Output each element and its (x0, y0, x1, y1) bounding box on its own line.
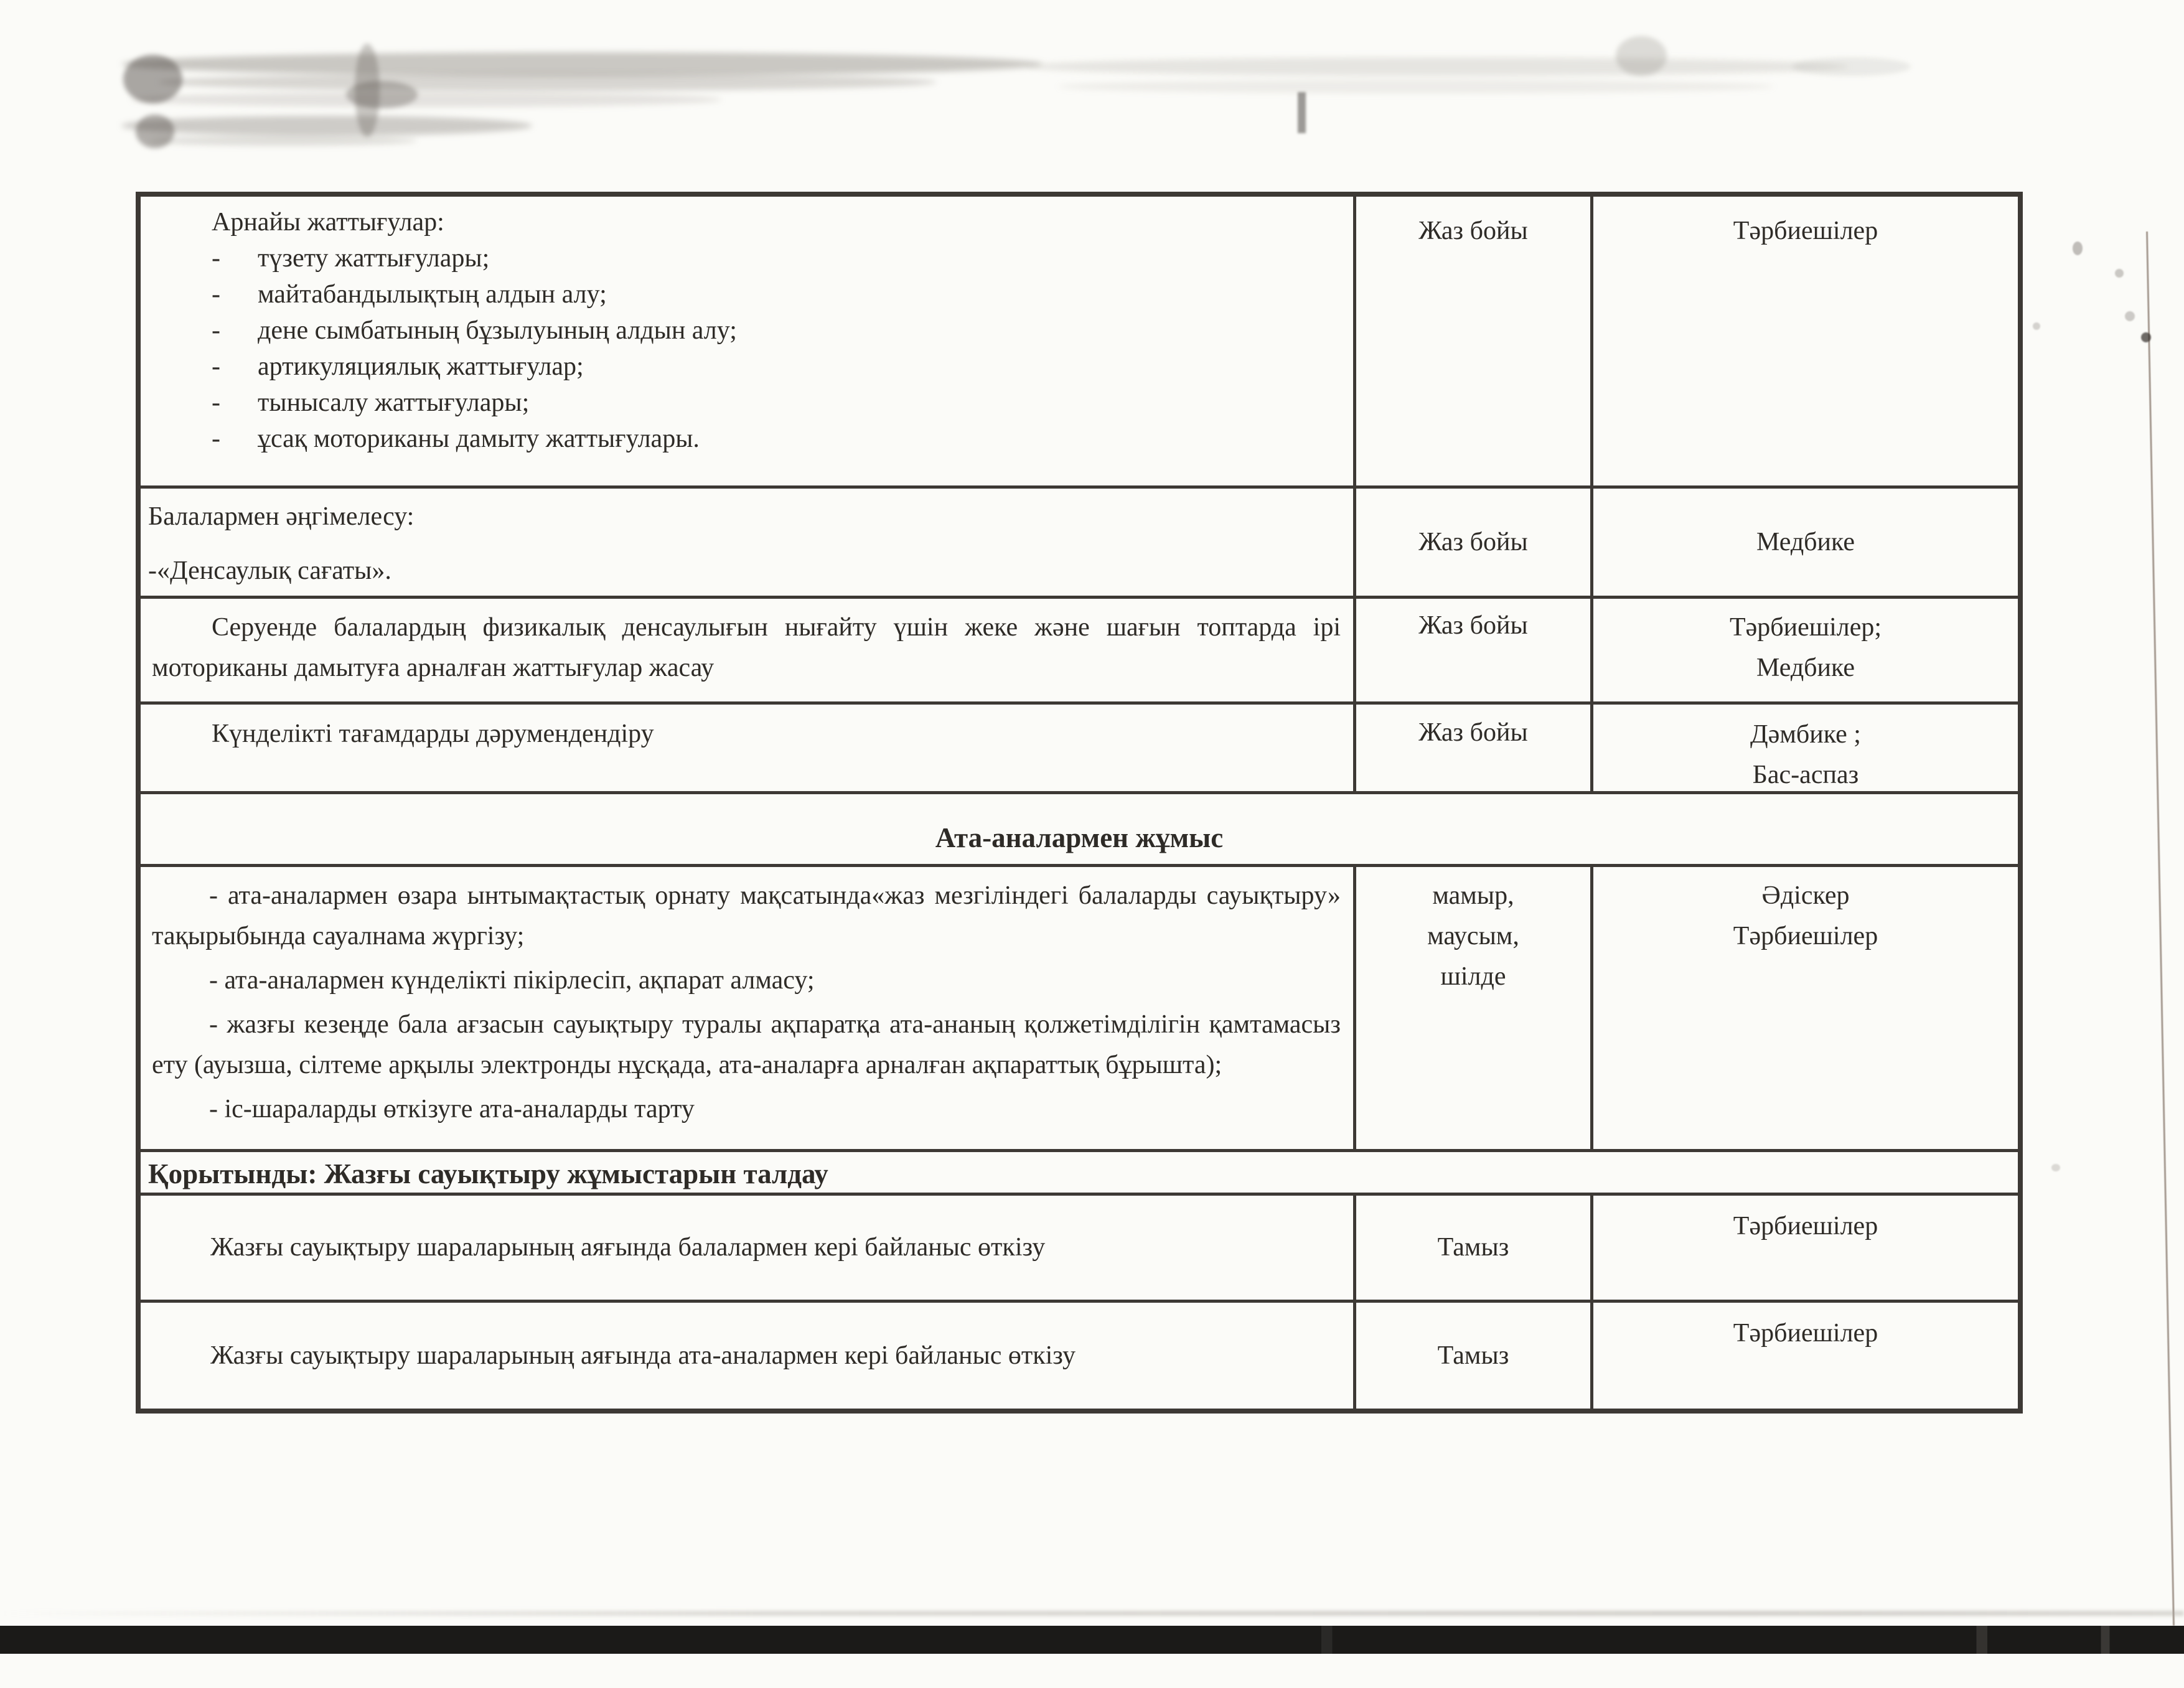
period-text: Жаз бойы (1418, 718, 1528, 747)
activity-text: Жазғы сауықтыру шараларының аяғында балалармен кері байланыс өткізу (210, 1233, 1046, 1262)
cell-responsible (1593, 599, 2018, 701)
period-line: мамыр, (1432, 881, 1514, 910)
period-line: маусым, (1427, 922, 1519, 951)
period-text (1427, 876, 1519, 997)
scan-smudge-streak (149, 136, 417, 146)
scan-smudge-streak (159, 73, 937, 91)
responsible-line: Дәмбике ; (1750, 720, 1861, 749)
cell-period (1356, 705, 1593, 791)
scan-smudge-blob (1793, 57, 1911, 76)
scan-smudge-blob (355, 44, 380, 137)
scan-speck (2033, 322, 2040, 330)
conclusion-header (141, 1152, 2018, 1196)
cell-activity (141, 1196, 1356, 1300)
period-text: Тамыз (1437, 1233, 1509, 1262)
list-item-text: артикуляциялық жаттығулар; (258, 352, 584, 381)
list-item-text: түзету жаттығулары; (258, 244, 490, 273)
responsible-text: Тәрбиешілер (1733, 1212, 1878, 1240)
bullet-dash: - (212, 388, 220, 417)
list-item-text: ұсақ моториканы дамыту жаттығулары. (258, 424, 700, 453)
table-row-special-exercises (141, 197, 2018, 489)
cell-responsible (1593, 1303, 2018, 1409)
activity-paragraph: - жазғы кезеңде бала ағзасын сауықтыру туралы ақпаратқа ата-ананың қолжетімділігін қамтамасыз ету (ауызша, сілтеме арқылы электронды нұсқада, ата-аналарға арналған ақпараттық бұрышта); (152, 1010, 1341, 1080)
responsible-text (1750, 715, 1861, 795)
responsible-text (1730, 607, 1882, 688)
activity-line: -«Денсаулық сағаты». (148, 556, 391, 585)
list-item (212, 349, 1341, 385)
period-text: Тамыз (1437, 1341, 1509, 1370)
bullet-dash: - (212, 280, 220, 309)
responsible-line: Әдіскер (1761, 881, 1850, 910)
scanner-black-band (0, 1626, 2184, 1654)
scan-speck (2073, 241, 2083, 255)
cell-activity: Серуенде балалардың физикалық денсаулығын нығайту үшін жеке және шағын топтарда ірі моториканы дамытуға арналған жаттығулар жасау (141, 599, 1356, 701)
cell-responsible (1593, 197, 2018, 485)
scan-smudge-blob (1616, 36, 1667, 76)
list-item-text: тынысалу жаттығулары; (258, 388, 530, 417)
list-item-text: дене сымбатының бұзылуының алдын алу; (258, 316, 737, 345)
responsible-text: Тәрбиешілер (1733, 217, 1878, 245)
responsible-text: Тәрбиешілер (1733, 1319, 1878, 1348)
cell-period (1356, 1303, 1593, 1409)
section-header-text: Ата-аналармен жұмыс (935, 822, 1224, 853)
activity-paragraph: - ата-аналармен күнделікті пікірлесіп, ақпарат алмасу; (209, 966, 815, 995)
table-row-talks (141, 489, 2018, 599)
scan-speck (2051, 1164, 2060, 1171)
activity-line: Балалармен әңгімелесу: (148, 502, 415, 531)
page-edge-line (2146, 232, 2175, 1626)
list-item (212, 240, 1341, 276)
cell-period (1356, 867, 1593, 1149)
cell-period (1356, 1196, 1593, 1300)
list-item (212, 276, 1341, 312)
list-item-text: майтабандылықтың алдын алу; (258, 280, 607, 309)
cell-activity (141, 489, 1356, 596)
cell-activity (141, 1303, 1356, 1409)
responsible-line: Тәрбиешілер (1733, 922, 1878, 951)
conclusion-header-text: Қорытынды: Жазғы сауықтыру жұмыстарын талдау (148, 1158, 828, 1189)
responsible-line: Тәрбиешілер; (1729, 613, 1882, 642)
list-item (212, 421, 1341, 457)
scan-speck (2115, 269, 2124, 278)
cell-activity (141, 867, 1356, 1149)
period-text: Жаз бойы (1418, 217, 1528, 245)
scan-ink-tick (1298, 92, 1306, 133)
bullet-dash: - (212, 424, 220, 453)
responsible-text: Медбике (1756, 527, 1855, 556)
scan-smudge-blob (123, 55, 182, 103)
list-item (212, 385, 1341, 421)
period-text: Жаз бойы (1418, 527, 1528, 556)
table-row-parents-work (141, 867, 2018, 1152)
cell-responsible (1593, 867, 2018, 1149)
cell-responsible (1593, 489, 2018, 596)
responsible-line: Бас-аспаз (1752, 761, 1859, 790)
scan-smudge-streak (1058, 80, 1774, 93)
list-item (212, 312, 1341, 349)
table-row-walks (141, 599, 2018, 705)
cell-activity (141, 197, 1356, 485)
table-row-vitamins (141, 705, 2018, 794)
table-row-feedback-parents (141, 1303, 2018, 1409)
table-row-feedback-children (141, 1196, 2018, 1303)
cell-activity: Күнделікті тағамдарды дәрумендендіру (141, 705, 1356, 791)
scan-smudge-streak (131, 92, 722, 107)
cell-period (1356, 197, 1593, 485)
bullet-dash: - (212, 316, 220, 345)
cell-responsible (1593, 705, 2018, 791)
scan-smudge-blob (136, 115, 174, 148)
scan-speck (2125, 311, 2135, 321)
cell-period (1356, 599, 1593, 701)
page-bottom-shadow (0, 1611, 2184, 1616)
activity-paragraph: - ата-аналармен өзара ынтымақтастық орнату мақсатында«жаз мезгіліндегі балаларды сауықтыру» тақырыбында сауалнама жүргізу; (152, 881, 1341, 951)
responsible-line: Медбике (1756, 654, 1855, 683)
activity-paragraph: - іс-шараларды өткізуге ата-аналарды тарту (209, 1095, 695, 1124)
scan-ink-spot (2141, 332, 2151, 342)
cell-responsible (1593, 1196, 2018, 1300)
summer-plan-table (136, 192, 2023, 1414)
period-line: шілде (1440, 962, 1506, 992)
scan-smudge-streak (121, 52, 1043, 76)
bullet-dash: - (212, 244, 220, 273)
activity-text: Жазғы сауықтыру шараларының аяғында ата-аналармен кері байланыс өткізу (210, 1341, 1076, 1370)
bullet-dash: - (212, 352, 220, 381)
scan-smudge-streak (1027, 57, 1849, 76)
scan-smudge-streak (121, 116, 532, 136)
section-header-parents-work (141, 794, 2018, 867)
cell-period (1356, 489, 1593, 596)
period-text: Жаз бойы (1418, 611, 1528, 640)
responsible-text (1733, 876, 1878, 957)
activity-title: Арнайы жаттығулар: (212, 208, 444, 237)
